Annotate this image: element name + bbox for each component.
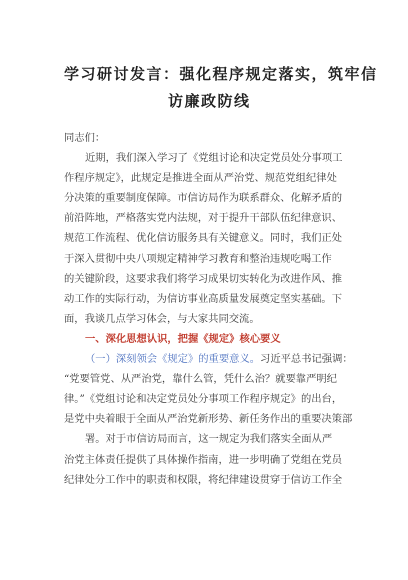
document-body (64, 128, 356, 490)
subsection-line (64, 349, 356, 369)
paragraph-line: 律。”《党组讨论和决定党员处分事项工作程序规定》的出台， (64, 393, 343, 406)
paragraph-line: 治党主体责任提供了具体操作指南，进一步明确了党组在党员 (64, 453, 343, 466)
salutation: 同志们： (64, 132, 106, 144)
paragraph-line: 面，我谈几点学习体会，与大家共同交流。 (64, 312, 260, 325)
subsection-text: 习近平总书记强调： (260, 353, 353, 366)
title-line-2: 访廉政防线 (168, 92, 251, 110)
paragraph-line: 的关键阶段，这要求我们将学习成果切实转化为改进作风、推 (64, 272, 343, 285)
paragraph-line: 作程序规定》，此规定是推进全面从严治党、规范党组纪律处 (64, 172, 337, 185)
title-line-1: 学习研讨发言：强化程序规定落实，筑牢信 (64, 65, 378, 83)
subsection-title: （一）深刻领会《规定》的重要意义。 (85, 353, 261, 366)
paragraph-line: 署。对于市信访局而言，这一规定为我们落实全面从严 (85, 433, 333, 446)
paragraph-line: 动工作的实际行动，为信访事业高质量发展奠定坚实基础。下 (64, 292, 343, 305)
paragraph-line: 是党中央着眼于全面从严治党新形势、新任务作出的重要决策部 (64, 413, 353, 426)
paragraph-line: 纪律处分工作中的职责和权限，将纪律建设贯穿于信访工作全 (64, 473, 343, 486)
paragraph-line: 前沿阵地，严格落实党内法规，对于提升干部队伍纪律意识、 (64, 212, 343, 225)
document-title (64, 61, 378, 115)
paragraph-line: 近期，我们深入学习了《党组讨论和决定党员处分事项工 (85, 152, 343, 165)
section-heading: 一、深化思想认识，把握《规定》核心要义 (85, 332, 281, 345)
paragraph-line: 分决策的重要制度保障。市信访局作为联系群众、化解矛盾的 (64, 192, 343, 205)
paragraph-line: 规范工作流程、优化信访服务具有关键意义。同时，我们正处 (64, 232, 343, 245)
paragraph-line: 于深入贯彻中央八项规定精神学习教育和整治违规吃喝工作 (64, 252, 332, 265)
paragraph-line: “党要管党、从严治党，靠什么管，凭什么治？就要靠严明纪 (64, 373, 337, 386)
